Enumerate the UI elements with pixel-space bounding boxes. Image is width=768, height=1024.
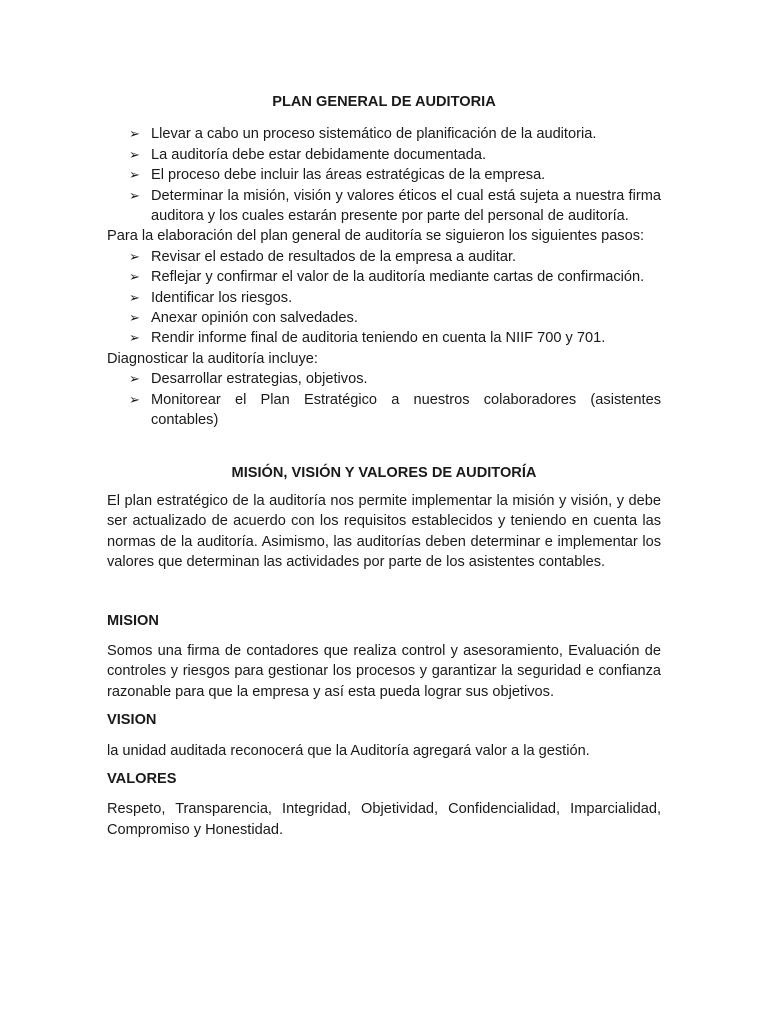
diagnosis-intro: Diagnosticar la auditoría incluye: (107, 350, 318, 367)
list-item: ➢ Rendir informe final de auditoria teniendo en cuenta la NIIF 700 y 701. (129, 328, 661, 348)
section-title: MISIÓN, VISIÓN Y VALORES DE AUDITORÍA (231, 464, 537, 481)
list-item: ➢ El proceso debe incluir las áreas estratégicas de la empresa. (129, 165, 661, 185)
mision-heading: MISION (107, 612, 159, 629)
objectives-list (107, 124, 661, 226)
list-item: ➢ Llevar a cabo un proceso sistemático de planificación de la auditoria. (129, 124, 661, 144)
steps-intro: Para la elaboración del plan general de auditoría se siguieron los siguientes pasos: (107, 228, 645, 245)
valores-heading: VALORES (107, 770, 177, 787)
list-item: ➢ Monitorear el Plan Estratégico a nuestros colaboradores (asistentes contables) (129, 391, 661, 429)
arrow-bullet-icon: ➢ (129, 269, 140, 285)
list-item: ➢ Revisar el estado de resultados de la empresa a auditar. (129, 247, 661, 267)
arrow-bullet-icon: ➢ (129, 146, 140, 162)
list-item: ➢ Reflejar y confirmar el valor de la auditoría mediante cartas de confirmación. (129, 267, 661, 287)
vision-heading: VISION (107, 712, 157, 729)
arrow-bullet-icon: ➢ (129, 330, 140, 346)
arrow-bullet-icon: ➢ (129, 371, 140, 387)
diagnosis-list (107, 369, 661, 430)
list-item: ➢ Identificar los riesgos. (129, 288, 661, 308)
steps-list (107, 247, 661, 349)
arrow-bullet-icon: ➢ (129, 187, 140, 203)
list-item: ➢ La auditoría debe estar debidamente documentada. (129, 145, 661, 165)
list-item: ➢ Desarrollar estrategias, objetivos. (129, 369, 661, 389)
strategic-plan-paragraph: El plan estratégico de la auditoría nos permite implementar la misión y visión, y debe ser actualizado de acuerdo con los requisitos establecidos y teniendo en cuenta las normas de la auditoría. Asimismo, las auditorías deben determinar e implementar los valores que determinan las actividades por parte de los asistentes contables. (107, 492, 661, 571)
arrow-bullet-icon: ➢ (129, 391, 140, 407)
arrow-bullet-icon: ➢ (129, 248, 140, 264)
mision-text: Somos una firma de contadores que realiza control y asesoramiento, Evaluación de controles y riesgos para gestionar los procesos y garantizar la seguridad e confianza razonable para que la empresa y así esta pueda lograr sus objetivos. (107, 642, 661, 700)
list-item: ➢ Determinar la misión, visión y valores éticos el cual está sujeta a nuestra firma auditora y los cuales estarán presente por parte del personal de auditoría. (129, 187, 661, 225)
arrow-bullet-icon: ➢ (129, 167, 140, 183)
vision-text: la unidad auditada reconocerá que la Auditoría agregará valor a la gestión. (107, 742, 590, 759)
page-title: PLAN GENERAL DE AUDITORIA (272, 94, 496, 110)
list-item: ➢ Anexar opinión con salvedades. (129, 308, 661, 328)
arrow-bullet-icon: ➢ (129, 126, 140, 142)
arrow-bullet-icon: ➢ (129, 310, 140, 326)
valores-text: Respeto, Transparencia, Integridad, Objetividad, Confidencialidad, Imparcialidad, Compromiso y Honestidad. (107, 801, 661, 838)
arrow-bullet-icon: ➢ (129, 289, 140, 305)
